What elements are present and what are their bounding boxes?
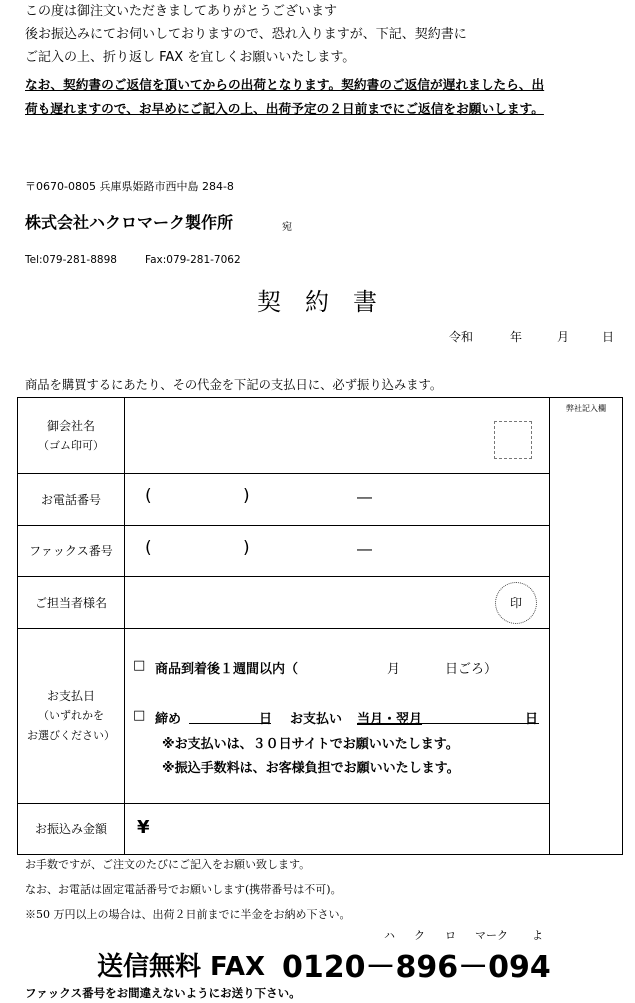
fax-dash: ― [357,540,372,558]
option2-closing: 締め [155,712,182,727]
intro-line-3: ご記入の上、折り返し FAX を宜しくお願いいたします。 [25,50,356,65]
fax-number-field[interactable] [125,526,550,577]
option2-day: 日 [259,712,273,727]
yen-sign: ¥ [137,817,150,838]
option2-pay-blank[interactable] [357,723,539,724]
internal-use-column [550,398,623,855]
fax-paren-close: ) [243,538,250,558]
document-title: 契 約 書 [257,288,377,316]
date-month: 月 [557,330,570,344]
notice-transfer-fee: ※振込手数料は、お客様負担でお願いいたします。 [162,761,460,776]
intro-line-1: この度は御注文いただきましてありがとうございます [25,4,338,19]
phone-label: お電話番号 [18,474,125,526]
amount-label: お振込み金額 [18,804,125,855]
contract-form [17,397,623,855]
ruby-ro: ロ [445,929,456,942]
fax-paren-open: ( [145,538,152,558]
option1-checkbox[interactable]: □ [133,658,146,673]
company-name: 株式会社ハクロマーク製作所 [25,213,234,232]
payday-options [125,629,550,804]
seal-mark: 印 [495,582,537,624]
internal-use-header: 弊社記入欄 [566,404,606,413]
payday-label: お支払日 [46,689,95,703]
option2-pay: お支払い [290,712,343,727]
ruby-mark: マーク [475,929,508,942]
footer-note: ファックス番号をお間違えないようにお送り下さい。 [25,986,301,1000]
rubber-stamp-note: （ゴム印可） [38,438,104,452]
phone-dash: ― [357,488,372,506]
amount-field[interactable] [125,804,550,855]
company-tel: Tel:079-281-8898 [25,254,117,266]
option1-day: 日ごろ） [445,662,498,677]
option1-text: 商品到着後１週間以内（ [155,662,299,677]
addressee-suffix: 宛 [282,222,292,233]
option1-month: 月 [387,662,401,677]
note-3: ※50 万円以上の場合は、出荷２日前までに半金をお納め下さい。 [25,908,351,921]
fax-free-label: 送信無料 FAX [97,952,265,982]
option2-day2: 日 [525,712,539,727]
fax-number-label: ファックス番号 [18,526,125,577]
ruby-yo: よ [532,929,543,942]
company-name-label-cell [18,398,125,474]
intro-line-5: 荷も遅れますので、お早めにご記入の上、出荷予定の２日前までにご返信をお願いします。 [25,101,544,116]
person-label: ご担当者様名 [18,577,125,629]
fax-free-number[interactable]: 0120－896－094 [282,950,551,985]
company-name-label: 御会社名 [46,418,95,433]
stamp-box [494,421,532,459]
notice-30day: ※お支払いは、３０日サイトでお願いいたします。 [162,737,459,752]
note-2: なお、お電話は固定電話番号でお願いします(携帯番号は不可)。 [25,883,342,896]
option2-checkbox[interactable]: □ [133,708,146,723]
option2-months: 当月・翌月 [357,712,423,727]
note-1: お手数ですが、ご注文のたびにご記入をお願い致します。 [25,858,311,871]
person-field[interactable] [125,577,550,629]
date-day: 日 [602,330,615,344]
lead-text: 商品を購買するにあたり、その代金を下記の支払日に、必ず振り込みます。 [25,378,443,392]
company-address: 〒0670-0805 兵庫県姫路市西中島 284-8 [25,180,234,193]
phone-paren-close: ) [243,486,250,506]
company-name-field[interactable] [125,398,550,474]
ruby-ha: ハ [384,929,395,942]
phone-paren-open: ( [145,486,152,506]
phone-field[interactable] [125,474,550,526]
date-year: 年 [510,330,523,344]
payday-sub-2: お選びください） [27,729,115,742]
payday-label-cell [18,629,125,804]
payday-sub-1: （いずれかを [38,709,104,722]
date-era: 令和 [449,330,474,344]
intro-line-4: なお、契約書のご返信を頂いてからの出荷となります。契約書のご返信が遅れましたら、出 [25,77,545,92]
company-fax: Fax:079-281-7062 [145,254,241,266]
intro-line-2: 後お振込みにてお伺いしておりますので、恐れ入りますが、下記、契約書に [25,27,467,42]
ruby-ku: ク [414,929,425,942]
